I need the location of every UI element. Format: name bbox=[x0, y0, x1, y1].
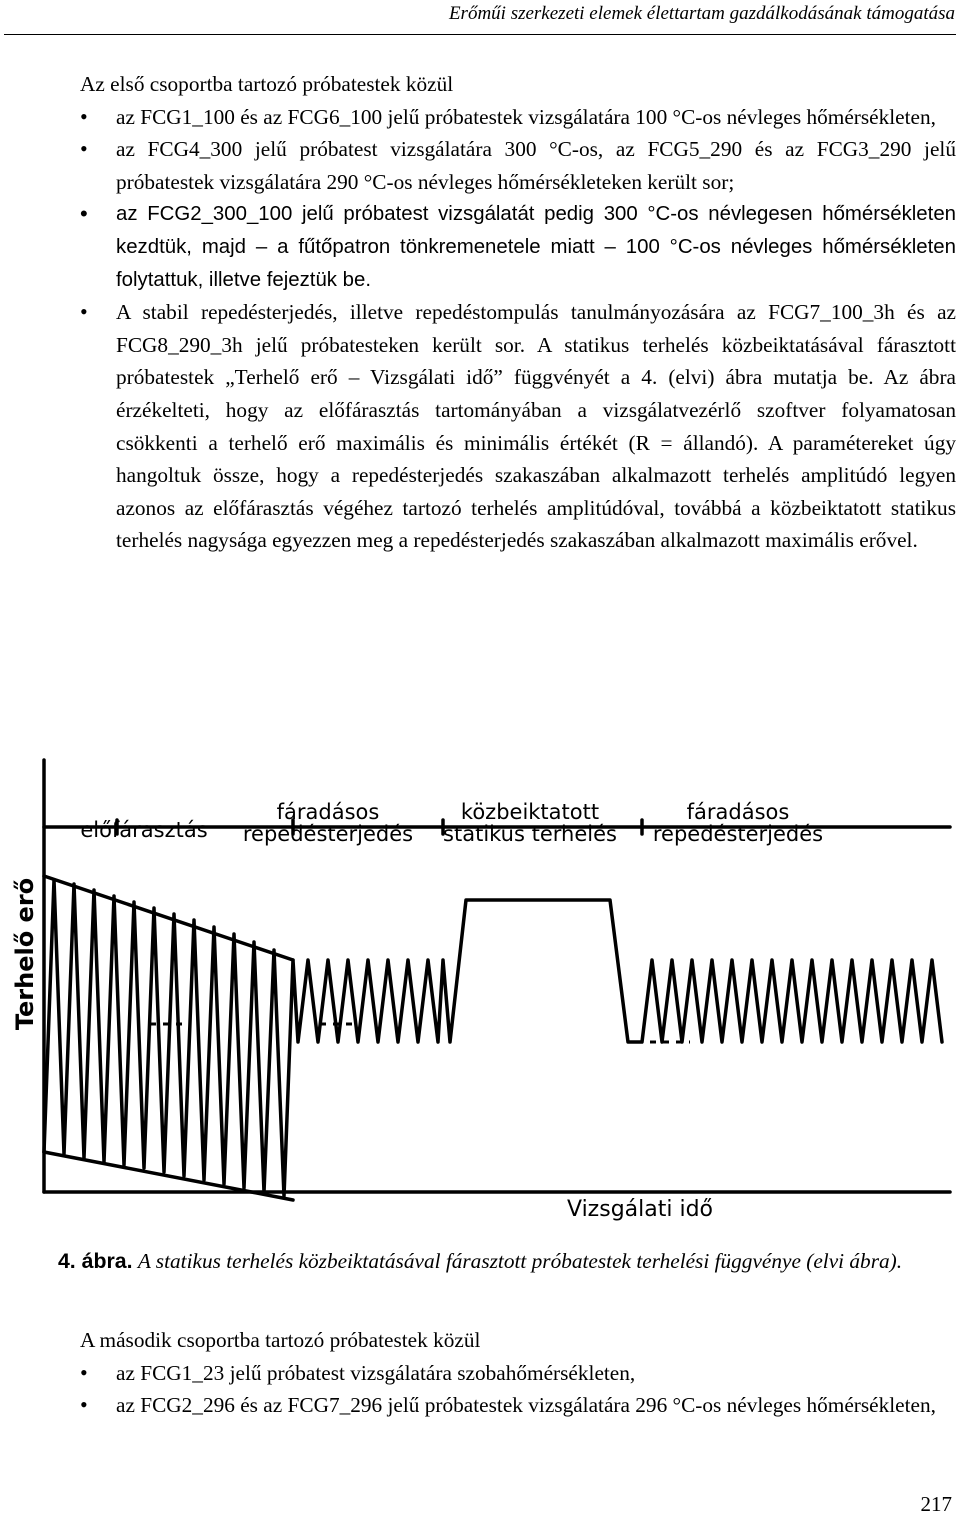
load-time-diagram bbox=[10, 752, 955, 1232]
phase-label: fáradásos bbox=[686, 800, 790, 824]
page-number: 217 bbox=[920, 1492, 952, 1516]
group2-section bbox=[80, 1324, 956, 1422]
figure-caption bbox=[10, 1245, 950, 1278]
list-item: • az FCG4_300 jelű próbatest vizsgálatára 300 °C-os, az FCG5_290 és az FCG3_290 jelű próbatestek vizsgálatára 290 °C-os névleges hőmérsékleteken került sor; bbox=[80, 133, 956, 198]
list-item: • az FCG2_300_100 jelű próbatest vizsgálatát pedig 300 °C-os névlegesen hőmérsékleten kezdtük, majd – a fűtőpatron tönkremenetele miatt – 100 °C-os névleges hőmérsékleten folytattuk, illetve fejeztük be. bbox=[80, 198, 956, 296]
group2-intro: A második csoportba tartozó próbatestek közül bbox=[80, 1328, 481, 1352]
y-axis-label: Terhelő erő bbox=[11, 877, 39, 1031]
list-item: • az FCG1_100 és az FCG6_100 jelű próbatestek vizsgálatára 100 °C-os névleges hőmérsékleten, bbox=[80, 101, 956, 134]
list-item: • az FCG1_23 jelű próbatest vizsgálatára szobahőmérsékleten, bbox=[80, 1357, 956, 1390]
group1-intro: Az első csoportba tartozó próbatestek közül bbox=[80, 72, 454, 96]
list-item: • A stabil repedésterjedés, illetve repedéstompulás tanulmányozására az FCG7_100_3h és az FCG8_290_3h jelű próbatesteken került sor. A statikus terhelés közbeiktatásával fárasztott próbatestek „Terhelő erő – Vizsgálati idő” függvényét a 4. (elvi) ábra mutatja be. Az ábra érzékelteti, hogy az előfárasztás tartományában a vizsgálatvezérlő szoftver folyamatosan csökkenti a terhelő erő maximális és minimális értékét (R = állandó). A paramétereket úgy hangoltuk össze, hogy a repedésterjedés szakaszában alkalmazott terhelés amplitúdó legyen azonos az előfárasztás végéhez tartozó terhelés amplitúdóval, továbbá a közbeiktatott statikus terhelés nagysága egyezzen meg a repedésterjedés szakaszában alkalmazott maximális erővel. bbox=[80, 296, 956, 557]
x-axis-label: Vizsgálati idő bbox=[567, 1197, 713, 1222]
caption-number: 4. ábra. bbox=[57, 1249, 133, 1273]
phase-label: repedésterjedés bbox=[652, 822, 824, 846]
phase-label: előfárasztás bbox=[80, 818, 208, 842]
load-signal bbox=[44, 880, 942, 1196]
running-header: Erőműi szerkezeti elemek élettartam gazdálkodásának támogatása bbox=[448, 3, 955, 24]
phase-label: statikus terhelés bbox=[443, 822, 617, 846]
group1-list bbox=[80, 101, 956, 557]
phase-label: közbeiktatott bbox=[460, 800, 600, 824]
caption-text: A statikus terhelés közbeiktatásával fárasztott próbatestek terhelési függvénye (elvi ábra). bbox=[137, 1249, 903, 1273]
phase-label: repedésterjedés bbox=[242, 822, 414, 846]
header-divider bbox=[4, 34, 956, 35]
group1-section bbox=[80, 68, 956, 557]
phase-label: fáradásos bbox=[276, 800, 380, 824]
list-item: • az FCG2_296 és az FCG7_296 jelű próbatestek vizsgálatára 296 °C-os névleges hőmérsékleten, bbox=[80, 1389, 956, 1422]
group2-list bbox=[80, 1357, 956, 1422]
